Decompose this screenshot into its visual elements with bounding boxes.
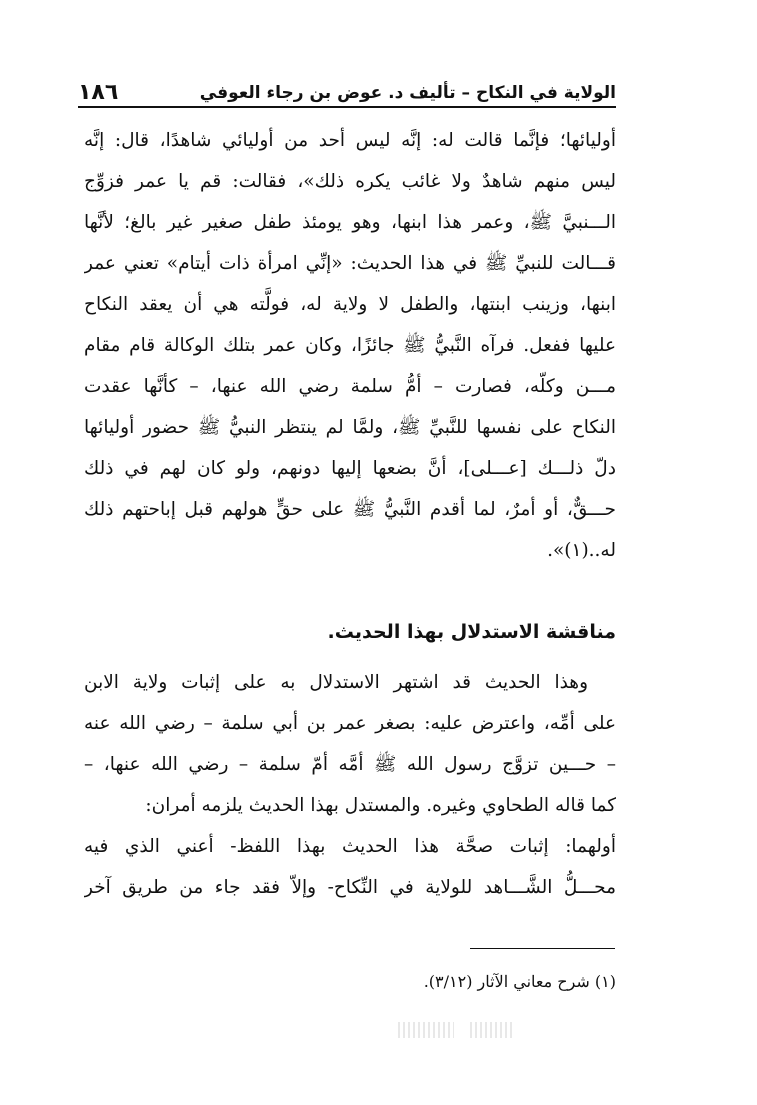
text-line: وهذا الحديث قد اشتهر الاستدلال به على إثبات ولاية الابن — [84, 672, 588, 693]
text-line: – حـــين تزوَّج رسول الله ﷺ أمَّه أمّ سلمة – رضي الله عنها، – — [84, 754, 616, 775]
text-line: مـــن وكلّه، فصارت – أمُّ سلمة رضي الله عنها، – كأنَّها عقدت — [84, 376, 616, 397]
text-line: على أمِّه، واعترض عليه: بصغر عمر بن أبي سلمة – رضي الله عنه — [84, 713, 616, 734]
section-heading: مناقشة الاستدلال بهذا الحديث. — [327, 621, 616, 643]
running-header — [78, 72, 616, 108]
text-line: ابنها، وزينب ابنتها، والطفل لا ولاية له، فولَّته هي أن يعقد النكاح — [84, 294, 616, 315]
header-title: الولاية في النكاح – تأليف د. عوض بن رجاء العوفي — [199, 83, 616, 103]
text-line: محـــلُّ الشَّـــاهد للولاية في النِّكاح- وإلاّ فقد جاء من طريق آخر — [84, 877, 616, 898]
text-line: النكاح على نفسها للنَّبيِّ ﷺ، ولمَّا لم ينتظر النبيُّ ﷺ حضور أوليائها — [84, 417, 616, 438]
text-line: حـــقٌّ، أو أمرٌ، لما أقدم النَّبيُّ ﷺ على حقٍّ هولهم قبل إباحتهم ذلك — [84, 499, 616, 520]
scan-smudge — [398, 1022, 454, 1038]
text-line: أولهما: إثبات صحَّة هذا الحديث بهذا اللفظ- أعني الذي فيه — [84, 836, 616, 857]
text-line: عليها ففعل. فرآه النَّبيُّ ﷺ جائزًا، وكان عمر بتلك الوكالة قام مقام — [84, 335, 616, 356]
text-line: أوليائها؛ فإنَّما قالت له: إنَّه ليس أحد من أوليائي شاهدًا، قال: إنَّه — [84, 130, 616, 151]
paragraph-2 — [84, 662, 616, 908]
text-line: كما قاله الطحاوي وغيره. والمستدل بهذا الحديث يلزمه أمران: — [145, 795, 616, 816]
text-line: الـــنبيَّ ﷺ، وعمر هذا ابنها، وهو يومئذ طفل صغير غير بالغ؛ لأنَّها — [84, 212, 616, 233]
footnote-separator — [470, 948, 615, 949]
page-number: ١٨٦ — [78, 80, 119, 105]
text-line: قـــالت للنبيِّ ﷺ في هذا الحديث: «إنِّي امرأة ذات أيتام» تعني عمر — [84, 253, 616, 274]
paragraph-1 — [84, 120, 616, 571]
text-line: ليس منهم شاهدٌ ولا غائب يكره ذلك»، فقالت: قم يا عمر فزوِّج — [84, 171, 616, 192]
text-line: دلّ ذلـــك [عـــلى]، أنَّ بضعها إليها دونهم، ولو كان لهم في ذلك — [84, 458, 616, 479]
text-line: له..(١)». — [547, 540, 616, 561]
footnote: (١) شرح معاني الآثار (٣/١٢). — [423, 972, 616, 991]
scan-smudge — [470, 1022, 514, 1038]
